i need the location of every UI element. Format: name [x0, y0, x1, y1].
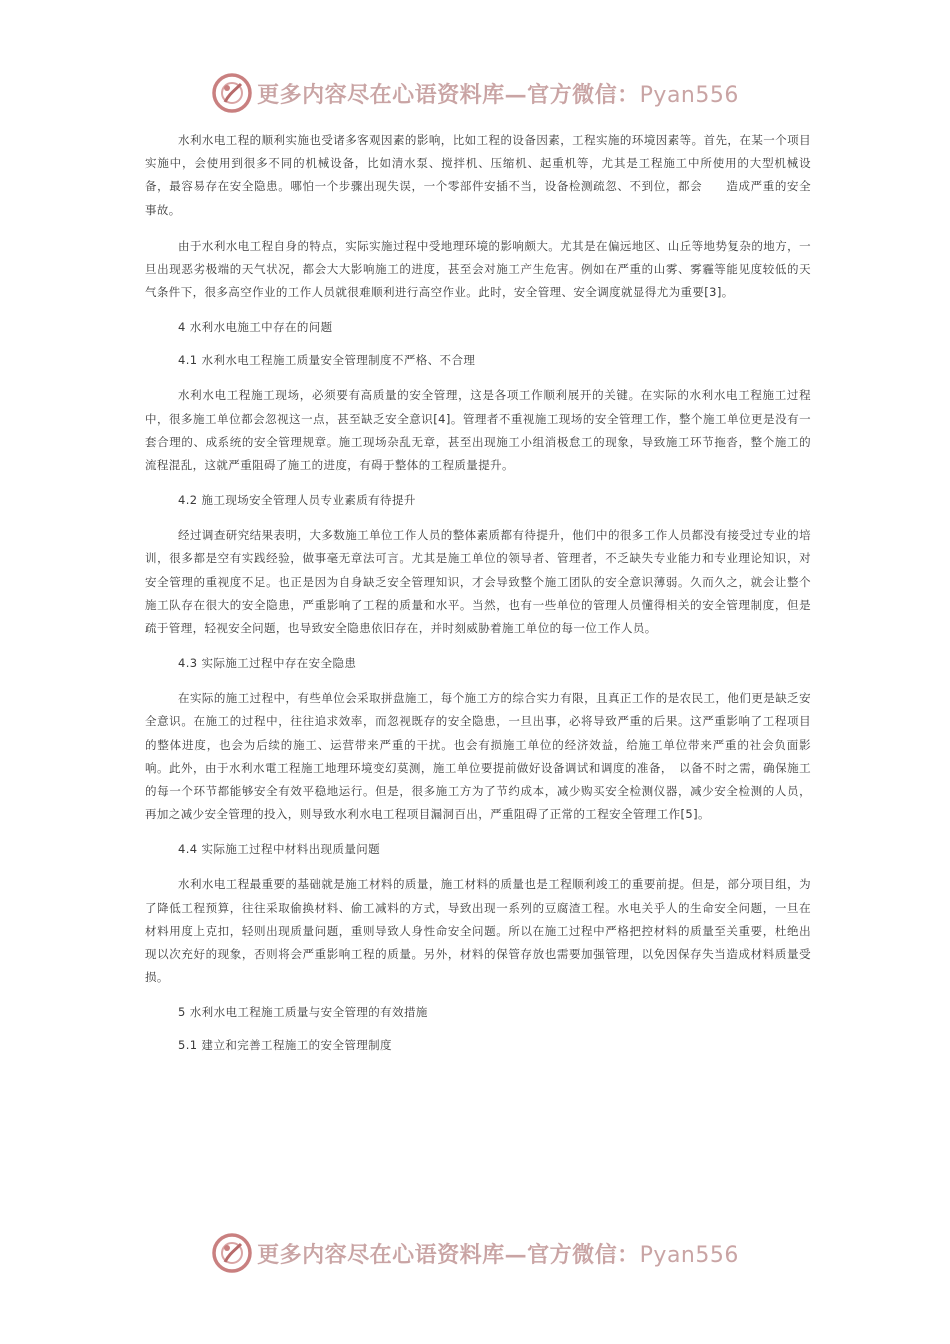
- banner-title: 更多内容尽在心语资料库—官方微信：: [257, 1241, 640, 1268]
- section-heading-4-2: 4.2 施工现场安全管理人员专业素质有待提升: [178, 493, 416, 508]
- section-heading-4-3: 4.3 实际施工过程中存在安全隐患: [178, 656, 357, 671]
- footer-banner: [0, 1230, 950, 1276]
- brand-logo-icon: [211, 1232, 253, 1274]
- section-heading-5-1: 5.1 建立和完善工程施工的安全管理制度: [178, 1038, 392, 1053]
- banner-title: 更多内容尽在心语资料库—官方微信：: [257, 81, 640, 108]
- section-heading-4-4: 4.4 实际施工过程中材料出现质量问题: [178, 842, 381, 857]
- section-heading-4: 4 水利水电施工中存在的问题: [178, 320, 333, 335]
- header-banner: [0, 70, 950, 116]
- paragraph-4-2: 经过调查研究结果表明，大多数施工单位工作人员的整体素质都有待提升，他们中的很多工作人员都没有接受过专业的培训，很多都是空有实践经验，做事毫无章法可言。尤其是施工单位的领导者、管理者，不乏缺失专业能力和专业理论知识，对安全管理的重视度不足。也正是因为自身缺乏安全管理知识，才会导致整个施工团队的安全意识薄弱。久而久之，就会让整个施工队存在很大的安全隐患，严重影响了工程的质量和水平。当然，也有一些单位的管理人员懂得相关的安全管理制度，但是疏于管理，轻视安全问题，也导致安全隐患依旧存在，并时刻威胁着施工单位的每一位工作人员。: [145, 528, 811, 636]
- section-heading-4-1: 4.1 水利水电工程施工质量安全管理制度不严格、不合理: [178, 353, 476, 368]
- brand-logo-icon: [211, 72, 253, 114]
- paragraph-4-4: 水利水电工程最重要的基础就是施工材料的质量，施工材料的质量也是工程顺利竣工的重要前提。但是，部分项目组，为了降低工程预算，往往采取偷换材料、偷工减料的方式，导致出现一系列的豆腐渣工程。水电关乎人的生命安全问题，一旦在材料用度上克扣，轻则出现质量问题，重则导致人身性命安全问题。所以在施工过程中严格把控材料的质量至关重要，杜绝出现以次充好的现象，否则将会严重影响工程的质量。另外，材料的保管存放也需要加强管理，以免因保存失当造成材料质量受损。: [145, 877, 811, 985]
- paragraph-4-3: 在实际的施工过程中，有些单位会采取拼盘施工，每个施工方的综合实力有限，且真正工作的是农民工，他们更是缺乏安全意识。在施工的过程中，往往追求效率，而忽视既存的安全隐患，一旦出事，必将导致严重的后果。这严重影响了工程项目的整体进度，也会为后续的施工、运营带来严重的干扰。也会有损施工单位的经济效益，给施工单位带来严重的社会负面影响。此外，由于水利水電工程施工地理环境变幻莫测，施工单位要提前做好设备调试和调度的准备， 以备不时之需，确保施工的每一个环节都能够安全有效平稳地运行。但是，很多施工方为了节约成本，减少购买安全检测仪器，减少安全检测的人员，再加之减少安全管理的投入，则导致水利水电工程项目漏洞百出，严重阻碍了正常的工程安全管理工作[5]。: [145, 691, 811, 822]
- document-body: [145, 126, 811, 1055]
- banner-wechat-handle: Pyan556: [639, 1242, 739, 1268]
- paragraph-equipment-factors: 水利水电工程的顺利实施也受诸多客观因素的影响，比如工程的设备因素，工程实施的环境因素等。首先，在某一个项目实施中，会使用到很多不同的机械设备，比如清水泵、搅拌机、压缩机、起重机等，尤其是工程施工中所使用的大型机械设备，最容易存在安全隐患。哪怕一个步骤出现失误，一个零部件安插不当，设备检测疏忽、不到位，都会 造成严重的安全事故。: [145, 133, 811, 217]
- banner-text: [257, 78, 739, 109]
- paragraph-4-1: 水利水电工程施工现场，必须要有高质量的安全管理，这是各项工作顺利展开的关键。在实际的水利水电工程施工过程中，很多施工单位都会忽视这一点，甚至缺乏安全意识[4]。管理者不重视施工现场的安全管理工作，整个施工单位更是没有一套合理的、成系统的安全管理规章。施工现场杂乱无章，甚至出现施工小组消极怠工的现象，导致施工环节拖沓，整个施工的流程混乱，这就严重阻碍了施工的进度，有碍于整体的工程质量提升。: [145, 388, 811, 473]
- banner-text: [257, 1238, 739, 1269]
- section-heading-5: 5 水利水电工程施工质量与安全管理的有效措施: [178, 1005, 428, 1020]
- banner-wechat-handle: Pyan556: [639, 82, 739, 108]
- paragraph-geographic-factors: 由于水利水电工程自身的特点，实际实施过程中受地理环境的影响颇大。尤其是在偏远地区、山丘等地势复杂的地方，一旦出现恶劣极端的天气状况，都会大大影响施工的进度，甚至会对施工产生危害。例如在严重的山雾、雾霾等能见度较低的天气条件下，很多高空作业的工作人员就很难顺利进行高空作业。此时，安全管理、安全调度就显得尤为重要[3]。: [145, 238, 811, 300]
